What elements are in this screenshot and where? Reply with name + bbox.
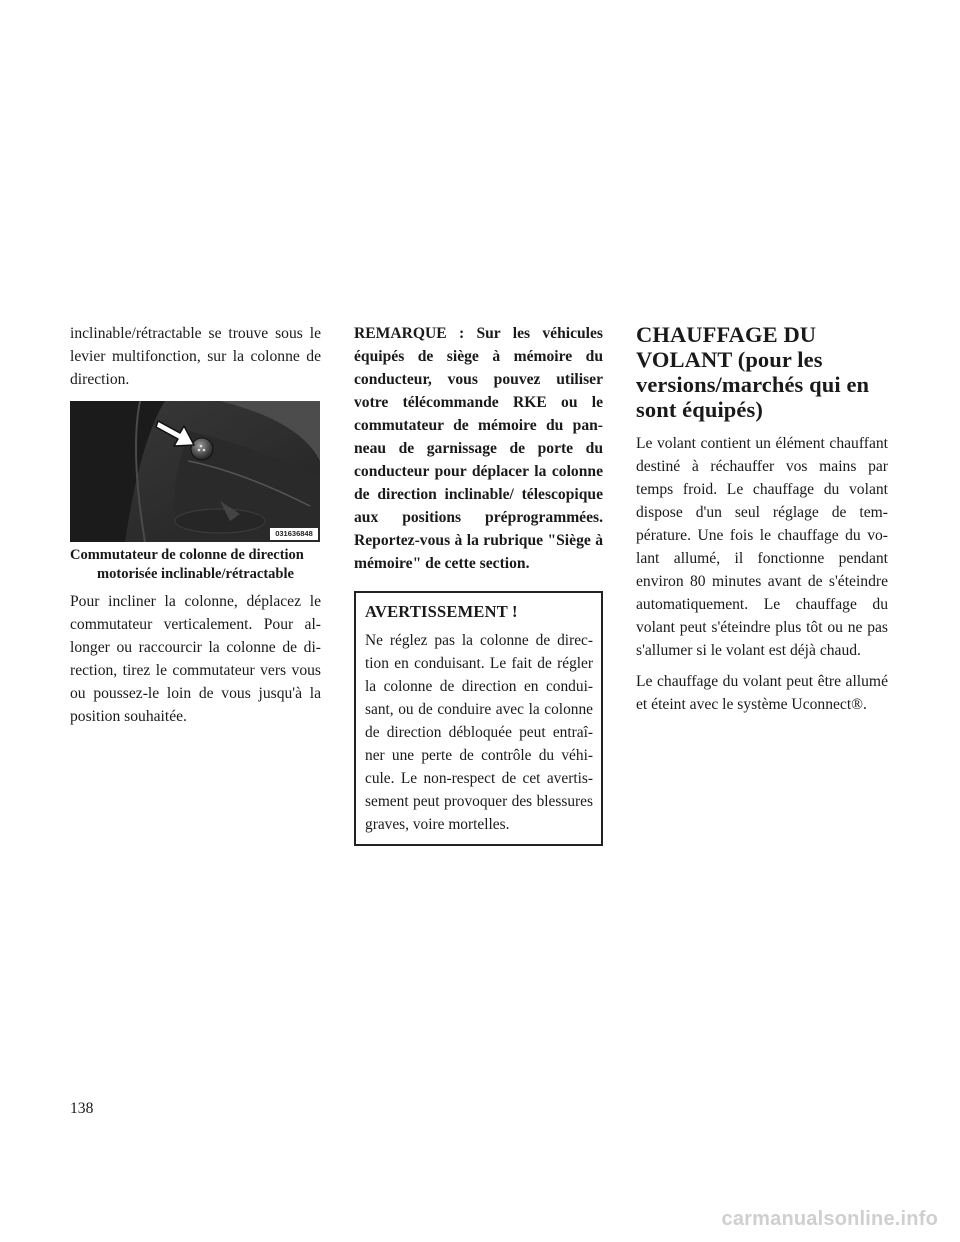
heated-wheel-paragraph: Le volant contient un élément chauffant destiné à réchauffer vos mains par temps froid. Le chauffage du volant dispose d'un seul réglage de température. Une fois le chauffage du volant allumé, il fonctionne pendant environ 80 minutes avant de s'éteindre automatiquement. Le chauffage du volant peut s'éteindre plus tôt ou ne pas s'allumer si le volant est déjà chaud.: [636, 435, 888, 659]
adjust-instructions-paragraph: Pour incliner la colonne, déplacez le commutateur verticalement. Pour allonger ou raccourcir la colonne de direction, tirez le commutateur vers vous ou poussez-le loin de vous jusqu'à la position souhaitée.: [70, 593, 321, 725]
warning-box: [354, 591, 603, 846]
column-right: [636, 322, 888, 716]
warning-title: AVERTISSEMENT !: [365, 602, 518, 621]
uconnect-paragraph: Le chauffage du volant peut être allumé et éteint avec le système Uconnect®.: [636, 673, 888, 713]
caption-line-2: motorisée inclinable/rétractable: [97, 566, 294, 582]
column-middle: [354, 322, 603, 846]
page-number: 138: [70, 1100, 94, 1117]
image-code-label: 031636848: [275, 529, 313, 538]
warning-text: Ne réglez pas la colonne de direction en conduisant. Le fait de régler la colonne de direction en conduisant, ou de conduire avec la colonne de direction débloquée peut entraîner une perte de contrôle du véhicule. Le non-respect de cet avertissement peut provoquer des blessures graves, voire mortelles.: [365, 632, 593, 833]
watermark: carmanualsonline.info: [721, 1208, 938, 1230]
intro-paragraph: inclinable/rétractable se trouve sous le levier multifonction, sur la colonne de direction.: [70, 325, 321, 388]
section-heading: CHAUFFAGE DU VOLANT (pour les versions/marchés qui en sont équipés): [636, 322, 870, 422]
caption-line-1: Commutateur de colonne de direction: [70, 547, 304, 563]
steering-column-switch-photo: [70, 401, 320, 542]
switch-illustration: [70, 401, 320, 542]
column-left: [70, 322, 321, 728]
figure-caption: [70, 546, 321, 584]
memory-seat-note: REMARQUE : Sur les véhicules équipés de siège à mémoire du conducteur, vous pouvez utiliser votre télécommande RKE ou le commutateur de mémoire du panneau de garnissage de porte du conducteur pour déplacer la colonne de direction inclinable/ télescopique aux positions préprogrammées. Reportez-vous à la rubrique "Siège à mémoire" de cette section.: [354, 325, 603, 572]
